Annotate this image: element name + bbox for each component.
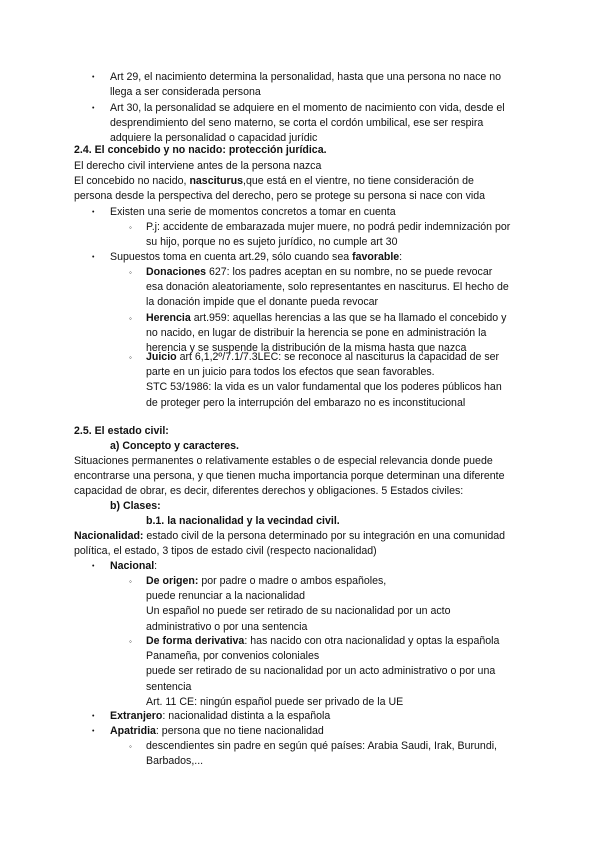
text-line: parte en un juicio para todos los efectos que sean favorables. — [146, 366, 435, 379]
sub-bullet-icon: ◦ — [129, 577, 132, 586]
apatridia-bullet — [110, 724, 324, 739]
bullet-icon: • — [92, 713, 95, 720]
art29-bullet — [110, 70, 501, 100]
de-origen-sub-bullet — [146, 574, 451, 635]
text-line: de proteger pero la interrupción del embarazo no es inconstitucional — [146, 396, 466, 409]
section-2-4-intro — [74, 159, 485, 205]
section-2-4-heading: 2.4. El concebido y no nacido: protección jurídica. — [74, 144, 327, 156]
bullet-icon: • — [92, 105, 95, 112]
text-fragment: : — [399, 251, 403, 263]
text-line: P.j: accidente de embarazada mujer muere, no podrá pedir indemnización por — [146, 221, 511, 233]
text-line: STC 53/1986: la vida es un valor fundamental que los poderes públicos han — [146, 381, 502, 394]
bullet-icon: • — [92, 728, 95, 735]
text-line: administrativo o por una sentencia — [146, 620, 308, 633]
juicio-term: Juicio — [146, 351, 177, 363]
text-line: puede renunciar a la nacionalidad — [146, 590, 306, 603]
text-fragment: estado civil de la persona determinado por su integración en una comunidad — [143, 530, 506, 542]
text-fragment: El concebido no nacido, — [74, 175, 190, 188]
nacionalidad-paragraph — [74, 529, 505, 559]
nasciturus-term: nasciturus — [189, 175, 244, 188]
text-fragment: Supuestos toma en cuenta art.29, sólo cuando sea — [110, 251, 353, 263]
text-line: sentencia — [146, 680, 192, 693]
extranjero-term: Extranjero — [110, 710, 163, 722]
text-line: capacidad de obrar, es decir, diferentes derechos y obligaciones. 5 Estados civiles: — [74, 485, 464, 498]
sub-bullet-icon: ◦ — [129, 223, 132, 232]
text-line: Un español no puede ser retirado de su nacionalidad por un acto — [146, 605, 451, 618]
apatridia-term: Apatridia — [110, 725, 156, 737]
sub-bullet-icon: ◦ — [129, 268, 132, 277]
sub-bullet-icon: ◦ — [129, 314, 132, 323]
derivativa-term: De forma derivativa — [146, 635, 245, 647]
text-fragment: : — [154, 560, 158, 572]
bullet-icon: • — [92, 254, 95, 261]
concepto-subheading: a) Concepto y caracteres. — [110, 440, 239, 452]
descendientes-sub-bullet — [146, 739, 497, 769]
text-line: persona desde la perspectiva del derecho, pero se protege su persona si nace con vida — [74, 190, 486, 203]
sub-bullet-icon: ◦ — [129, 637, 132, 646]
extranjero-bullet — [110, 709, 330, 724]
text-line: Situaciones permanentes o relativamente estables o de especial relevancia donde puede — [74, 455, 493, 467]
text-fragment: art 6,1,2º/7.1/7.3LEC: se reconoce al nasciturus la capacidad de ser — [176, 351, 500, 363]
nacional-bullet — [110, 559, 157, 574]
text-line — [146, 311, 506, 326]
bullet-icon: • — [92, 74, 95, 81]
derivativa-sub-bullet — [146, 634, 499, 710]
text-line: Panameña, por convenios coloniales — [146, 650, 320, 663]
text-line: esa donación aleatoriamente, solo representantes en nasciturus. El hecho de — [146, 281, 509, 294]
text-line: su hijo, porque no es sujeto jurídico, no cumple art 30 — [146, 236, 398, 249]
sub-bullet-icon: ◦ — [129, 353, 132, 362]
text-line: encontrarse una persona, y que tienen mucha importancia porque determinan una diferente — [74, 470, 505, 483]
text-line: herencia y se suspende la distribución de la misma hasta que nazca — [146, 342, 467, 355]
clases-subheading: b) Clases: — [110, 500, 161, 512]
nacionalidad-term: Nacionalidad: — [74, 530, 144, 542]
juicio-sub-bullet — [146, 350, 502, 411]
section-2-5-heading: 2.5. El estado civil: — [74, 425, 169, 437]
bullet-icon: • — [92, 563, 95, 570]
text-line: política, el estado, 3 tipos de estado civil (respecto nacionalidad) — [74, 545, 377, 558]
donaciones-sub-bullet — [146, 265, 509, 311]
text-line: Art 29, el nacimiento determina la personalidad, hasta que una persona no nace no — [110, 71, 502, 83]
text-line: puede ser retirado de su nacionalidad por un acto administrativo o por una — [146, 665, 496, 678]
supuestos-bullet — [110, 250, 402, 265]
nacionalidad-vecindad-subheading: b.1. la nacionalidad y la vecindad civil. — [146, 515, 340, 527]
art30-bullet — [110, 101, 505, 147]
text-line — [74, 174, 485, 189]
nacional-term: Nacional — [110, 560, 155, 572]
bullet-icon: • — [92, 209, 95, 216]
text-line: El derecho civil interviene antes de la persona nazca — [74, 160, 322, 172]
text-fragment: 627: los padres aceptan en su nombre, no se puede revocar — [206, 266, 493, 278]
text-line: llega a ser considerada persona — [110, 86, 261, 99]
sub-bullet-icon: ◦ — [129, 742, 132, 751]
text-fragment: : persona que no tiene nacionalidad — [155, 725, 324, 737]
text-line — [146, 265, 509, 280]
text-line — [146, 350, 502, 365]
text-line: no nacido, en lugar de distribuir la herencia se pone en administración la — [146, 327, 487, 340]
text-line — [146, 634, 499, 649]
text-line: Art 30, la personalidad se adquiere en el momento de nacimiento con vida, desde el — [110, 102, 505, 114]
text-fragment: : has nacido con otra nacionalidad y optas la española — [244, 635, 500, 647]
estado-civil-paragraph — [74, 454, 505, 500]
text-line: Art. 11 CE: ningún español puede ser privado de la UE — [146, 695, 404, 708]
text-line: la donación impide que el donante pueda revocar — [146, 296, 379, 309]
text-fragment: : nacionalidad distinta a la española — [162, 710, 331, 722]
text-fragment: art.959: aquellas herencias a las que se ha llamado el concebido y — [190, 312, 507, 324]
de-origen-term: De origen: — [146, 575, 199, 587]
text-line — [146, 574, 451, 589]
text-line: descendientes sin padre en según qué países: Arabia Saudi, Irak, Burundi, — [146, 740, 498, 752]
text-line: adquiere la personalidad o capacidad jurídic — [110, 132, 318, 145]
text-line: desprendimiento del seno materno, se corta el cordón umbilical, ese ser respira — [110, 117, 484, 130]
text-line: Barbados,... — [146, 755, 204, 768]
herencia-term: Herencia — [146, 312, 191, 324]
momentos-bullet: Existen una serie de momentos concretos a tomar en cuenta — [110, 206, 396, 218]
favorable-term: favorable — [352, 251, 400, 263]
text-fragment: ,que está en el vientre, no tiene consideración de — [243, 175, 474, 188]
text-line — [74, 529, 505, 544]
text-fragment: por padre o madre o ambos españoles, — [198, 575, 387, 587]
donaciones-term: Donaciones — [146, 266, 207, 278]
accidente-sub-bullet — [146, 220, 510, 250]
